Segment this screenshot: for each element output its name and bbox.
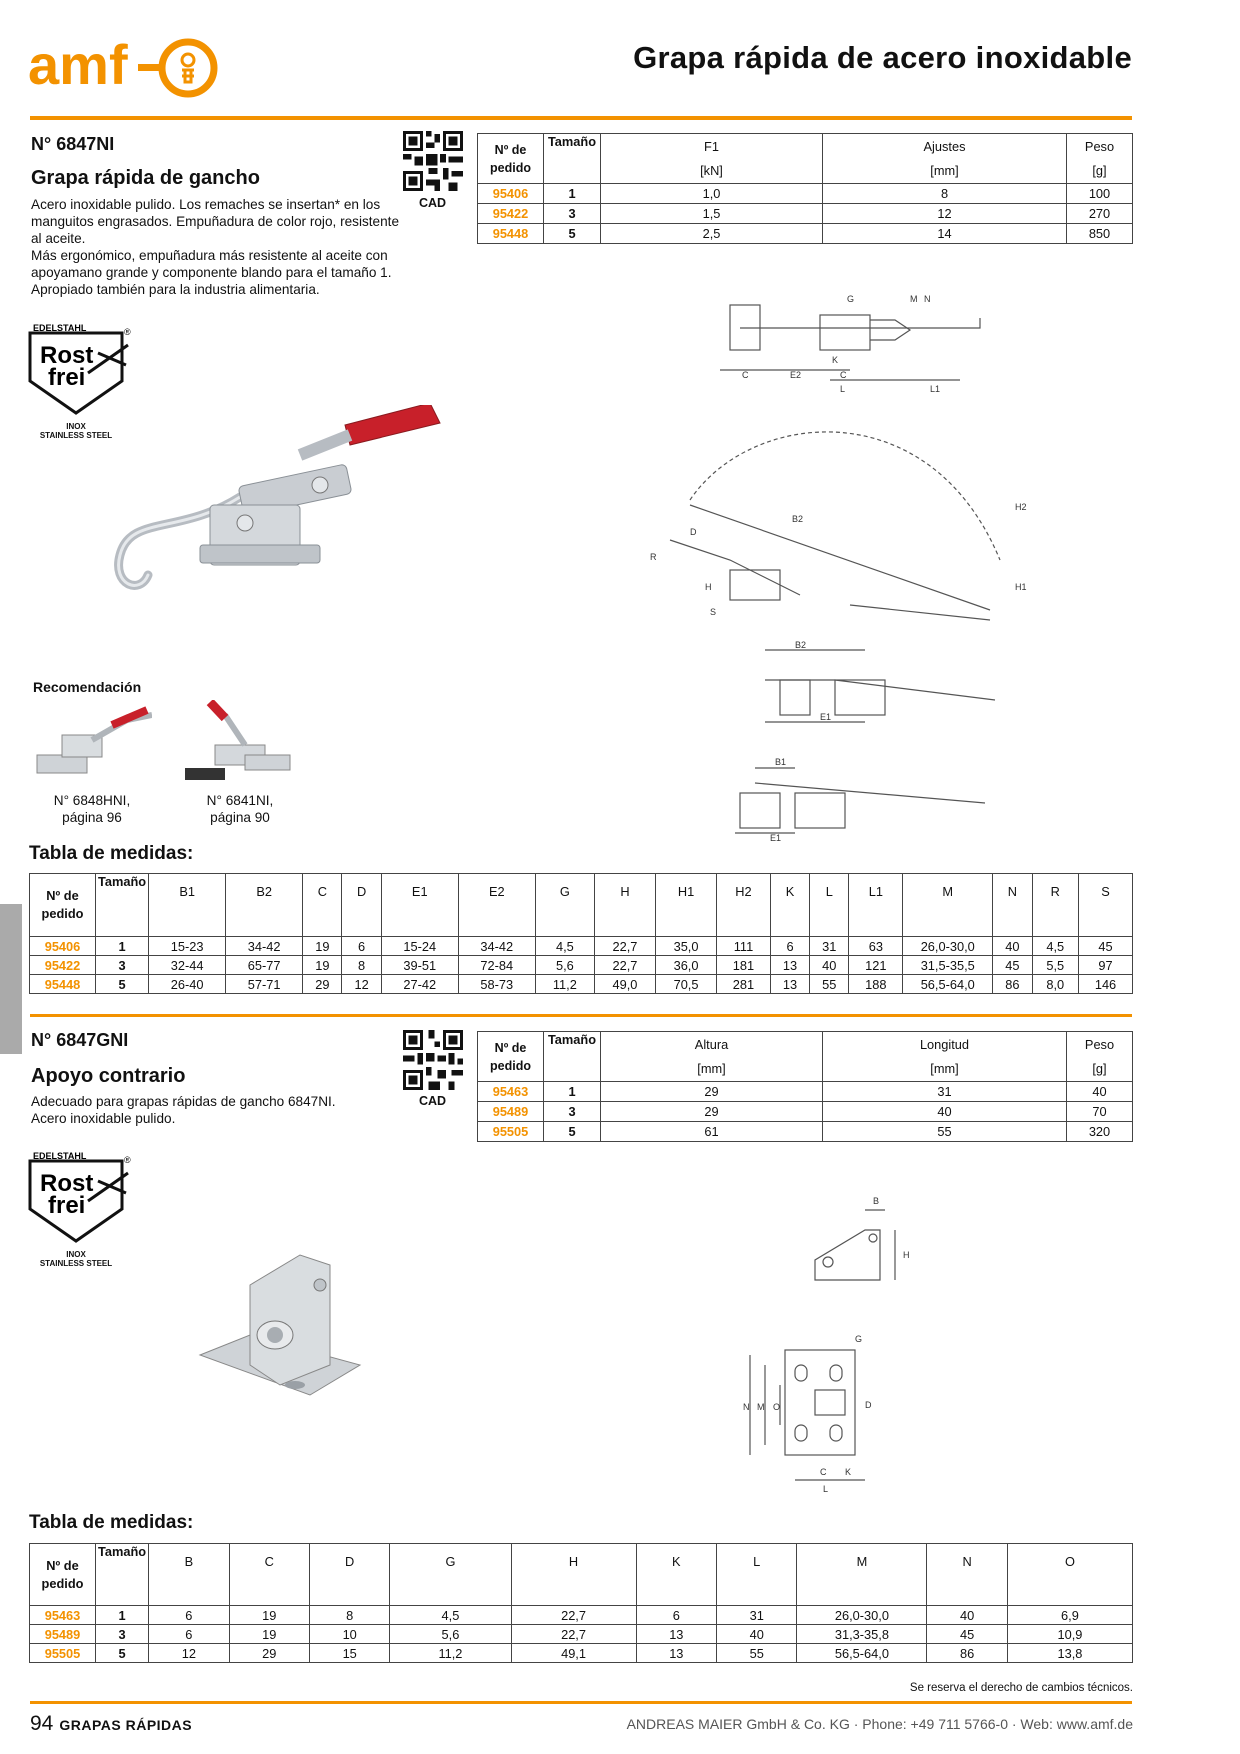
cell: 1	[96, 1606, 149, 1625]
order-code[interactable]: 95505	[478, 1122, 544, 1142]
product-description	[31, 1093, 431, 1127]
order-code[interactable]: 95489	[478, 1102, 544, 1122]
drawing-label: G	[855, 1334, 863, 1344]
cell: 5,6	[535, 956, 594, 975]
cell: 19	[229, 1625, 309, 1644]
dimensions-table	[29, 1543, 1133, 1663]
table-row	[30, 1644, 1133, 1663]
col-header: M	[903, 874, 993, 937]
cell: 5	[544, 1122, 601, 1142]
col-header: M	[797, 1544, 927, 1606]
cad-label[interactable]: CAD	[419, 196, 447, 210]
cell: 13	[770, 975, 809, 994]
cell: 6	[149, 1606, 229, 1625]
cell: 40	[1067, 1082, 1133, 1102]
cell: 270	[1067, 204, 1133, 224]
cell: 6,9	[1007, 1606, 1132, 1625]
drawing-label: E1	[820, 712, 832, 722]
col-header: Nº de pedido	[478, 1032, 544, 1082]
cell: 61	[601, 1122, 823, 1142]
cell: 34-42	[458, 937, 535, 956]
col-header: H1	[656, 874, 717, 937]
cell: 12	[342, 975, 381, 994]
cell: 19	[303, 937, 342, 956]
col-header: Tamaño	[544, 1032, 601, 1057]
col-header: H2	[717, 874, 771, 937]
cell: 4,5	[390, 1606, 511, 1625]
cell: 49,0	[594, 975, 655, 994]
cell: 29	[229, 1644, 309, 1663]
description-line: al aceite.	[31, 231, 86, 246]
drawing-label: B1	[775, 757, 787, 767]
badge-bottom1: INOX	[66, 1250, 86, 1259]
cad-label[interactable]: CAD	[419, 1094, 447, 1108]
cell: 56,5-64,0	[903, 975, 993, 994]
order-code[interactable]: 95448	[478, 224, 544, 244]
cell: 97	[1079, 956, 1133, 975]
cell: 5	[96, 1644, 149, 1663]
section-name: GRAPAS RÁPIDAS	[59, 1717, 193, 1733]
col-header: L	[810, 874, 849, 937]
cell: 35,0	[656, 937, 717, 956]
drawing-label: B2	[795, 640, 807, 650]
cell: 4,5	[535, 937, 594, 956]
dimensions-table-title: Tabla de medidas:	[29, 1512, 194, 1533]
col-header: Peso	[1067, 134, 1133, 159]
cell: 12	[823, 204, 1067, 224]
cell: 10,9	[1007, 1625, 1132, 1644]
table-row	[478, 184, 1133, 204]
col-header: Tamaño	[96, 1544, 149, 1606]
col-header: Nº de pedido	[478, 134, 544, 184]
cell: 72-84	[458, 956, 535, 975]
cell: 2,5	[601, 224, 823, 244]
order-code[interactable]: 95463	[478, 1082, 544, 1102]
recommendation-page: página 96	[62, 810, 122, 825]
order-code[interactable]: 95448	[30, 975, 96, 994]
order-code[interactable]: 95406	[478, 184, 544, 204]
cell: 27-42	[381, 975, 458, 994]
cell: 1,5	[601, 204, 823, 224]
cell: 6	[342, 937, 381, 956]
cell: 6	[149, 1625, 229, 1644]
dimensions-table-title: Tabla de medidas:	[29, 843, 194, 864]
section-rule	[30, 1014, 1132, 1017]
table-row	[30, 975, 1133, 994]
cell: 188	[849, 975, 903, 994]
description-line: Apropiado también para la industria alimentaria.	[31, 282, 320, 297]
col-header: N	[927, 1544, 1007, 1606]
cell: 26,0-30,0	[797, 1606, 927, 1625]
order-code[interactable]: 95422	[478, 204, 544, 224]
cell: 1	[96, 937, 149, 956]
cell: 40	[823, 1102, 1067, 1122]
recommendation-item[interactable]	[180, 792, 300, 826]
recommended-product-6848HNI-image[interactable]	[32, 705, 152, 785]
description-line: Más ergonómico, empuñadura más resistente al aceite con	[31, 248, 388, 263]
recommendation-item[interactable]	[32, 792, 152, 826]
cell: 15-24	[381, 937, 458, 956]
col-header: Nº de pedido	[30, 874, 96, 937]
cell: 45	[993, 956, 1032, 975]
col-header: E1	[381, 874, 458, 937]
cell: 58-73	[458, 975, 535, 994]
col-header: L1	[849, 874, 903, 937]
technical-drawing-clamp-closed	[725, 753, 1005, 843]
rost-frei-badge	[28, 1151, 138, 1268]
col-header: B2	[226, 874, 303, 937]
cell: 5	[544, 224, 601, 244]
qr-code-icon[interactable]	[403, 131, 463, 191]
description-line: apoyamano grande y componente blando para el tamaño 1.	[31, 265, 392, 280]
recommendation-page: página 90	[210, 810, 270, 825]
drawing-label: S	[710, 607, 717, 617]
technical-drawing-counter-plan	[735, 1330, 935, 1500]
cell: 6	[636, 1606, 716, 1625]
cell: 8	[823, 184, 1067, 204]
unit-cell: [mm]	[823, 1057, 1067, 1082]
drawing-label: L1	[930, 384, 941, 394]
badge-bottom1: INOX	[66, 422, 86, 431]
col-header: Altura	[601, 1032, 823, 1057]
cell: 31	[823, 1082, 1067, 1102]
col-header: B	[149, 1544, 229, 1606]
cell: 31	[717, 1606, 797, 1625]
col-header: C	[229, 1544, 309, 1606]
order-code[interactable]: 95463	[30, 1606, 96, 1625]
cell: 49,1	[511, 1644, 636, 1663]
cell: 31,5-35,5	[903, 956, 993, 975]
cell: 39-51	[381, 956, 458, 975]
cell: 13	[636, 1625, 716, 1644]
col-header: G	[535, 874, 594, 937]
col-header: R	[1032, 874, 1079, 937]
col-header: B1	[149, 874, 226, 937]
cell: 111	[717, 937, 771, 956]
qr-code-icon[interactable]	[403, 1030, 463, 1090]
order-code[interactable]: 95406	[30, 937, 96, 956]
recommended-product-6841NI-image[interactable]	[185, 700, 295, 790]
product-code: N° 6847GNI	[31, 1030, 129, 1050]
badge-top-text: EDELSTAHL	[33, 323, 87, 333]
drawing-label: N	[924, 294, 931, 304]
drawing-label: C	[840, 370, 847, 380]
col-header: S	[1079, 874, 1133, 937]
recommendation-code: N° 6848HNI,	[53, 793, 131, 808]
cell: 86	[927, 1644, 1007, 1663]
drawing-label: M	[757, 1402, 765, 1412]
rost-frei-shield-icon	[28, 1151, 138, 1251]
cell: 86	[993, 975, 1032, 994]
cell: 63	[849, 937, 903, 956]
table-row	[478, 1122, 1133, 1142]
col-header: G	[390, 1544, 511, 1606]
cell: 55	[717, 1644, 797, 1663]
cell: 3	[544, 204, 601, 224]
cell: 100	[1067, 184, 1133, 204]
col-header: F1	[601, 134, 823, 159]
order-table	[477, 133, 1133, 244]
cell: 55	[810, 975, 849, 994]
cell: 3	[96, 956, 149, 975]
badge-line2: frei	[48, 364, 86, 391]
drawing-label: R	[650, 552, 657, 562]
badge-r-text: ®	[124, 327, 131, 337]
cell: 146	[1079, 975, 1133, 994]
footer-company: ANDREAS MAIER GmbH & Co. KG · Phone: +49 711 5766-0 · Web: www.amf.de	[626, 1716, 1133, 1732]
cell: 31	[810, 937, 849, 956]
col-header: Ajustes	[823, 134, 1067, 159]
cell: 29	[601, 1102, 823, 1122]
cell: 5,6	[390, 1625, 511, 1644]
badge-top-text: EDELSTAHL	[33, 1151, 87, 1161]
cell: 1	[544, 184, 601, 204]
drawing-label: K	[832, 355, 839, 365]
unit-cell	[544, 1057, 601, 1082]
col-header: Peso	[1067, 1032, 1133, 1057]
description-line: Acero inoxidable pulido.	[31, 1111, 176, 1126]
drawing-label: L	[823, 1484, 829, 1494]
badge-bottom2: STAINLESS STEEL	[39, 431, 113, 440]
cell: 11,2	[535, 975, 594, 994]
cell: 8	[342, 956, 381, 975]
cell: 40	[717, 1625, 797, 1644]
badge-bottom2: STAINLESS STEEL	[39, 1259, 113, 1268]
cell: 19	[303, 956, 342, 975]
technical-drawing-counter-side	[795, 1190, 925, 1290]
amf-logo	[28, 38, 218, 98]
cell: 11,2	[390, 1644, 511, 1663]
cell: 55	[823, 1122, 1067, 1142]
drawing-label: D	[865, 1400, 872, 1410]
description-line: Acero inoxidable pulido. Los remaches se insertan* en los	[31, 197, 381, 212]
cell: 5	[96, 975, 149, 994]
product-name: Apoyo contrario	[31, 1065, 186, 1087]
cell: 13,8	[1007, 1644, 1132, 1663]
drawing-label: B2	[792, 514, 804, 524]
drawing-label: K	[845, 1467, 852, 1477]
cell: 57-71	[226, 975, 303, 994]
product-description	[31, 196, 431, 298]
table-row	[478, 1102, 1133, 1122]
badge-line1: Rost	[40, 1170, 94, 1197]
cell: 1,0	[601, 184, 823, 204]
technical-drawing-clamp-top	[720, 290, 1020, 400]
cell: 10	[309, 1625, 389, 1644]
cell: 13	[636, 1644, 716, 1663]
product-photo-hook-clamp	[100, 405, 500, 605]
table-row	[30, 1625, 1133, 1644]
col-header: D	[309, 1544, 389, 1606]
cell: 8,0	[1032, 975, 1079, 994]
table-row	[30, 956, 1133, 975]
unit-cell: [mm]	[823, 159, 1067, 184]
dimensions-table	[29, 873, 1133, 994]
order-code[interactable]: 95505	[30, 1644, 96, 1663]
table-row	[478, 204, 1133, 224]
cell: 40	[810, 956, 849, 975]
drawing-label: H2	[1015, 502, 1027, 512]
col-header: Nº de pedido	[30, 1544, 96, 1606]
cell: 1	[544, 1082, 601, 1102]
cell: 5,5	[1032, 956, 1079, 975]
cell: 14	[823, 224, 1067, 244]
unit-cell: [kN]	[601, 159, 823, 184]
side-tab-marker	[0, 904, 22, 1054]
table-row	[478, 224, 1133, 244]
unit-cell: [g]	[1067, 159, 1133, 184]
drawing-label: G	[847, 294, 855, 304]
cell: 121	[849, 956, 903, 975]
table-row	[478, 1082, 1133, 1102]
cell: 15-23	[149, 937, 226, 956]
col-header: Tamaño	[544, 134, 601, 159]
description-line: manguitos engrasados. Empuñadura de color rojo, resistente	[31, 214, 400, 229]
unit-cell: [mm]	[601, 1057, 823, 1082]
drawing-label: H	[903, 1250, 910, 1260]
cell: 22,7	[594, 956, 655, 975]
product-photo-counter-support	[190, 1245, 380, 1405]
drawing-label: N	[743, 1402, 750, 1412]
footer-rule	[30, 1701, 1132, 1704]
technical-drawing-clamp-open	[735, 640, 1005, 730]
col-header: K	[770, 874, 809, 937]
cell: 281	[717, 975, 771, 994]
drawing-label: D	[690, 527, 697, 537]
cell: 12	[149, 1644, 229, 1663]
header-rule	[30, 116, 1132, 120]
cell: 26-40	[149, 975, 226, 994]
cell: 850	[1067, 224, 1133, 244]
cell: 45	[927, 1625, 1007, 1644]
col-header: N	[993, 874, 1032, 937]
order-code[interactable]: 95489	[30, 1625, 96, 1644]
drawing-label: H1	[1015, 582, 1027, 592]
badge-line2: frei	[48, 1192, 86, 1219]
product-code: N° 6847NI	[31, 134, 115, 154]
drawing-label: E2	[790, 370, 802, 380]
cell: 31,3-35,8	[797, 1625, 927, 1644]
cell: 34-42	[226, 937, 303, 956]
logo-text: amf	[28, 38, 128, 96]
cell: 26,0-30,0	[903, 937, 993, 956]
col-header: O	[1007, 1544, 1132, 1606]
page-title: Grapa rápida de acero inoxidable	[633, 40, 1132, 75]
cell: 181	[717, 956, 771, 975]
cell: 4,5	[1032, 937, 1079, 956]
cell: 3	[544, 1102, 601, 1122]
disclaimer-note: Se reserva el derecho de cambios técnicos.	[909, 1682, 1133, 1694]
table-row	[30, 1606, 1133, 1625]
cell: 70	[1067, 1102, 1133, 1122]
cell: 13	[770, 956, 809, 975]
col-header: H	[594, 874, 655, 937]
drawing-label: E1	[770, 833, 782, 843]
col-header: D	[342, 874, 381, 937]
cell: 19	[229, 1606, 309, 1625]
drawing-label: C	[742, 370, 749, 380]
cell: 8	[309, 1606, 389, 1625]
footer-left	[30, 1712, 192, 1736]
cell: 29	[601, 1082, 823, 1102]
col-header: Tamaño	[96, 874, 149, 937]
cell: 32-44	[149, 956, 226, 975]
col-header: K	[636, 1544, 716, 1606]
page-number: 94	[30, 1712, 54, 1735]
col-header: E2	[458, 874, 535, 937]
cell: 70,5	[656, 975, 717, 994]
drawing-label: L	[840, 384, 846, 394]
col-header: H	[511, 1544, 636, 1606]
unit-cell: [g]	[1067, 1057, 1133, 1082]
badge-line1: Rost	[40, 342, 94, 369]
cell: 22,7	[511, 1625, 636, 1644]
drawing-label: M	[910, 294, 918, 304]
cell: 320	[1067, 1122, 1133, 1142]
order-table	[477, 1031, 1133, 1142]
table-row	[30, 937, 1133, 956]
drawing-label: O	[773, 1402, 781, 1412]
recommendation-code: N° 6841NI,	[206, 793, 274, 808]
cell: 40	[927, 1606, 1007, 1625]
technical-drawing-clamp-arc	[630, 410, 1030, 640]
drawing-label: C	[820, 1467, 827, 1477]
order-code[interactable]: 95422	[30, 956, 96, 975]
col-header: Longitud	[823, 1032, 1067, 1057]
recommendation-title: Recomendación	[33, 679, 142, 695]
drawing-label: B	[873, 1196, 880, 1206]
cell: 36,0	[656, 956, 717, 975]
cell: 22,7	[594, 937, 655, 956]
badge-r-text: ®	[124, 1155, 131, 1165]
amf-logo-graphic	[28, 38, 218, 98]
cell: 15	[309, 1644, 389, 1663]
col-header: L	[717, 1544, 797, 1606]
col-header: C	[303, 874, 342, 937]
cell: 22,7	[511, 1606, 636, 1625]
description-line: Adecuado para grapas rápidas de gancho 6847NI.	[31, 1094, 336, 1109]
cell: 45	[1079, 937, 1133, 956]
cell: 29	[303, 975, 342, 994]
cell: 6	[770, 937, 809, 956]
cell: 3	[96, 1625, 149, 1644]
unit-cell	[544, 159, 601, 184]
product-name: Grapa rápida de gancho	[31, 167, 260, 189]
drawing-label: H	[705, 582, 712, 592]
cell: 40	[993, 937, 1032, 956]
cell: 65-77	[226, 956, 303, 975]
cell: 56,5-64,0	[797, 1644, 927, 1663]
